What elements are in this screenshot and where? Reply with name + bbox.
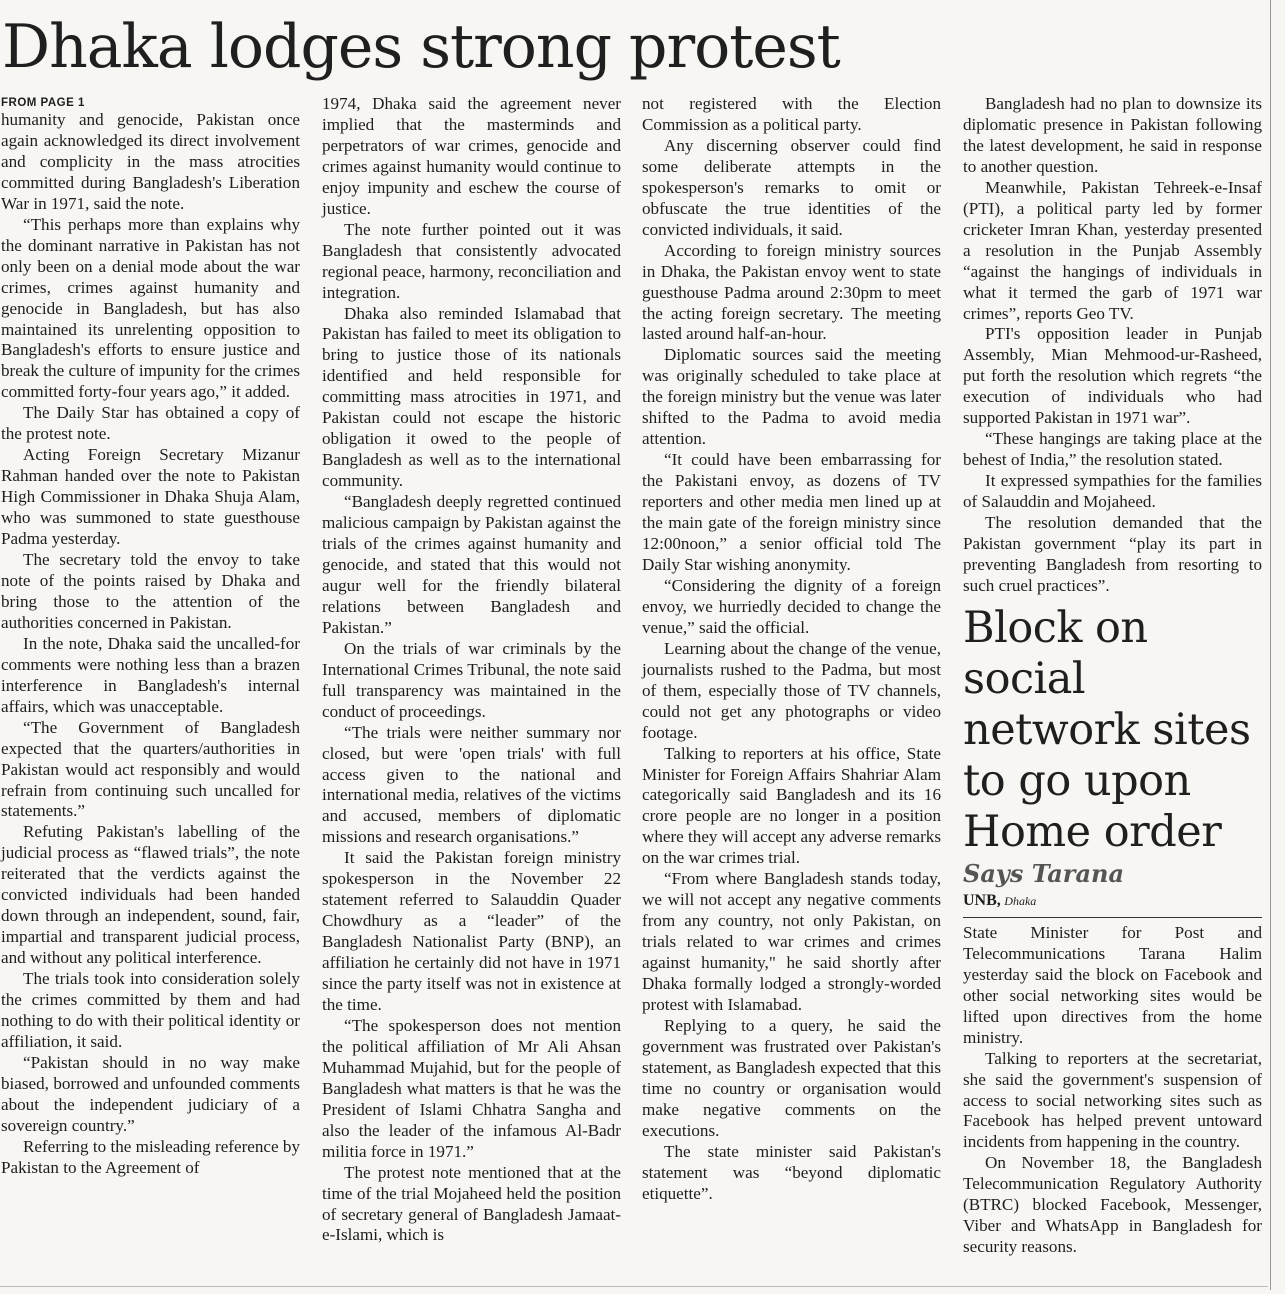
paragraph: According to foreign ministry sources in Dhaka, the Pakistan envoy went to state guesthouse Padma around 2:30pm to meet the acting foreign secretary. The meeting lasted around half-an-hour. (642, 240, 941, 344)
paragraph: In the note, Dhaka said the uncalled-for comments were nothing less than a brazen interference in Bangladesh's internal affairs, which was unacceptable. (1, 633, 300, 716)
paragraph: The resolution demanded that the Pakistan government “play its part in preventing Bangladesh from resorting to such cruel practices”. (963, 513, 1262, 595)
paragraph: Diplomatic sources said the meeting was originally scheduled to take place at the foreign ministry but the venue was later shifted to the Padma to avoid media attention. (642, 345, 941, 449)
paragraph: “The trials were neither summary nor closed, but were 'open trials' with full access given to the national and international media, relatives of the victims and accused, members of diplomatic missions and research organisations.” (322, 722, 621, 847)
paragraph: Dhaka also reminded Islamabad that Pakistan has failed to meet its obligation to bring to justice those of its nationals identified and held responsible for committing mass atrocities in 1971, and Pakistan could not escape the historic obligation it owed to the people of Bangladesh as well as to the international community. (322, 303, 621, 491)
paragraph: State Minister for Post and Telecommunications Tarana Halim yesterday said the block on Facebook and other social networking sites would be lifted upon directives from the home ministry. (963, 922, 1262, 1047)
paragraph: Refuting Pakistan's labelling of the judicial process as “flawed trials”, the note reiterated that the verdicts against the convicted individuals had been handed down through an independent, sound, fair, impartial and transparent judicial process, and without any political interference. (1, 822, 300, 968)
paragraph: humanity and genocide, Pakistan once again acknowledged its direct involvement and complicity in the mass atrocities committed during Bangladesh's Liberation War in 1971, said the note. (1, 110, 300, 213)
paragraph: “The Government of Bangladesh expected that the quarters/authorities in Pakistan would act responsibly and would refrain from continuing such uncalled for statements.” (1, 717, 300, 821)
paragraph: Meanwhile, Pakistan Tehreek-e-Insaf (PTI), a political party led by former cricketer Imran Khan, yesterday presented a resolution in the Punjab Assembly “against the hangings of individuals in what it termed the garb of 1971 war crimes”, reports Geo TV. (963, 177, 1262, 323)
paragraph: The secretary told the envoy to take note of the points raised by Dhaka and bring those to the attention of the authorities concerned in Pakistan. (1, 550, 300, 632)
paragraph: “The spokesperson does not mention the political affiliation of Mr Ali Ahsan Muhammad Mujahid, but for the people of Bangladesh what matters is that he was the President of Islami Chhatra Sangha and also the leader of the infamous Al-Badr militia force in 1971.” (322, 1015, 621, 1161)
column-1 (1, 94, 300, 1179)
paragraph: “Pakistan should in no way make biased, borrowed and unfounded comments about the independent judiciary of a sovereign country.” (1, 1052, 300, 1135)
continued-from-kicker: FROM PAGE 1 (1, 97, 85, 109)
paragraph: Learning about the change of the venue, journalists rushed to the Padma, but most of them, especially those of TV channels, could not get any photographs or video footage. (642, 638, 941, 742)
byline (963, 890, 1262, 918)
paragraph: It expressed sympathies for the families of Salauddin and Mojaheed. (963, 471, 1262, 512)
paragraph: On November 18, the Bangladesh Telecommunication Regulatory Authority (BTRC) blocked Facebook, Messenger, Viber and WhatsApp in Bangladesh for security reasons. (963, 1153, 1262, 1257)
column-3 (642, 94, 941, 1205)
paragraph: “Considering the dignity of a foreign envoy, we hurriedly decided to change the venue,” said the official. (642, 575, 941, 637)
column-2 (322, 94, 621, 1246)
paragraph: The note further pointed out it was Bangladesh that consistently advocated regional peace, harmony, reconciliation and integration. (322, 219, 621, 302)
dateline: Dhaka (1004, 893, 1037, 908)
agency-name: UNB, (963, 891, 1001, 909)
paragraph: Any discerning observer could find some deliberate attempts in the spokesperson's remarks to omit or obfuscate the true identities of the convicted individuals, it said. (642, 135, 941, 239)
paragraph: The protest note mentioned that at the time of the trial Mojaheed held the position of secretary general of Bangladesh Jamaat-e-Islami, which is (322, 1162, 621, 1245)
main-headline: Dhaka lodges strong protest (2, 12, 840, 82)
second-story-headline: Block on social network sites to go upon Home order (963, 602, 1251, 857)
paragraph: “Bangladesh deeply regretted continued malicious campaign by Pakistan against the trials of the crimes against humanity and genocide, and stated that this would not augur well for the friendly bilateral relations between Bangladesh and Pakistan.” (322, 492, 621, 637)
paragraph: “From where Bangladesh stands today, we will not accept any negative comments from any country, not only Pakistan, on trials related to war crimes and crimes against humanity," he said shortly after Dhaka formally lodged a strongly-worded protest with Islamabad. (642, 869, 941, 1014)
paragraph: Talking to reporters at his office, State Minister for Foreign Affairs Shahriar Alam categorically said Bangladesh and its 16 crore people are no longer in a position where they will accept any adverse remarks on the war crimes trial. (642, 743, 941, 868)
right-edge-rule (1270, 0, 1271, 1290)
paragraph: 1974, Dhaka said the agreement never implied that the masterminds and perpetrators of war crimes, genocide and crimes against humanity would continue to enjoy impunity and eschew the course of justice. (322, 94, 621, 218)
paragraph: Referring to the misleading reference by Pakistan to the Agreement of (1, 1136, 300, 1177)
paragraph: Bangladesh had no plan to downsize its diplomatic presence in Pakistan following the latest development, he said in response to another question. (963, 94, 1262, 176)
paragraph: Talking to reporters at the secretariat, she said the government's suspension of access to social networking sites such as Facebook has helped prevent untoward incidents from happening in the country. (963, 1048, 1262, 1152)
paragraph: Acting Foreign Secretary Mizanur Rahman handed over the note to Pakistan High Commissioner in Dhaka Shuja Alam, who was summoned to state guesthouse Padma yesterday. (1, 445, 300, 549)
second-story-subhead: Says Tarana (963, 858, 1125, 888)
paragraph: PTI's opposition leader in Punjab Assembly, Mian Mehmood-ur-Rasheed, put forth the resolution which regrets “the execution of individuals who had supported Pakistan in 1971 war”. (963, 324, 1262, 428)
paragraph: “This perhaps more than explains why the dominant narrative in Pakistan has not only been on a denial mode about the war crimes, crimes against humanity and genocide in Bangladesh, but has also maintained its unrelenting opposition to Bangladesh's efforts to ensure justice and break the culture of impunity for the crimes committed forty-four years ago,” it added. (1, 214, 300, 402)
paragraph: On the trials of war criminals by the International Crimes Tribunal, the note said full transparency was maintained in the conduct of proceedings. (322, 638, 621, 721)
column-4 (963, 94, 1262, 1258)
paragraph: “It could have been embarrassing for the Pakistani envoy, as dozens of TV reporters and other media men lined up at the main gate of the foreign ministry since 12:00noon,” a senior official told The Daily Star wishing anonymity. (642, 450, 941, 574)
paragraph: “These hangings are taking place at the behest of India,” the resolution stated. (963, 429, 1262, 470)
paragraph: It said the Pakistan foreign ministry spokesperson in the November 22 statement referred to Salauddin Quader Chowdhury as a “leader” of the Bangladesh Nationalist Party (BNP), an affiliation he certainly did not have in 1971 since the party itself was not in existence at the time. (322, 848, 621, 1014)
bottom-edge-rule (0, 1286, 1268, 1287)
paragraph: Replying to a query, he said the government was frustrated over Pakistan's statement, as Bangladesh expected that this time no country or organisation would make negative comments on the executions. (642, 1015, 941, 1140)
paragraph: not registered with the Election Commission as a political party. (642, 94, 941, 134)
paragraph: The trials took into consideration solely the crimes committed by them and had nothing to do with their political identity or affiliation, it said. (1, 969, 300, 1051)
paragraph: The state minister said Pakistan's statement was “beyond diplomatic etiquette”. (642, 1141, 941, 1203)
paragraph: The Daily Star has obtained a copy of the protest note. (1, 403, 300, 444)
